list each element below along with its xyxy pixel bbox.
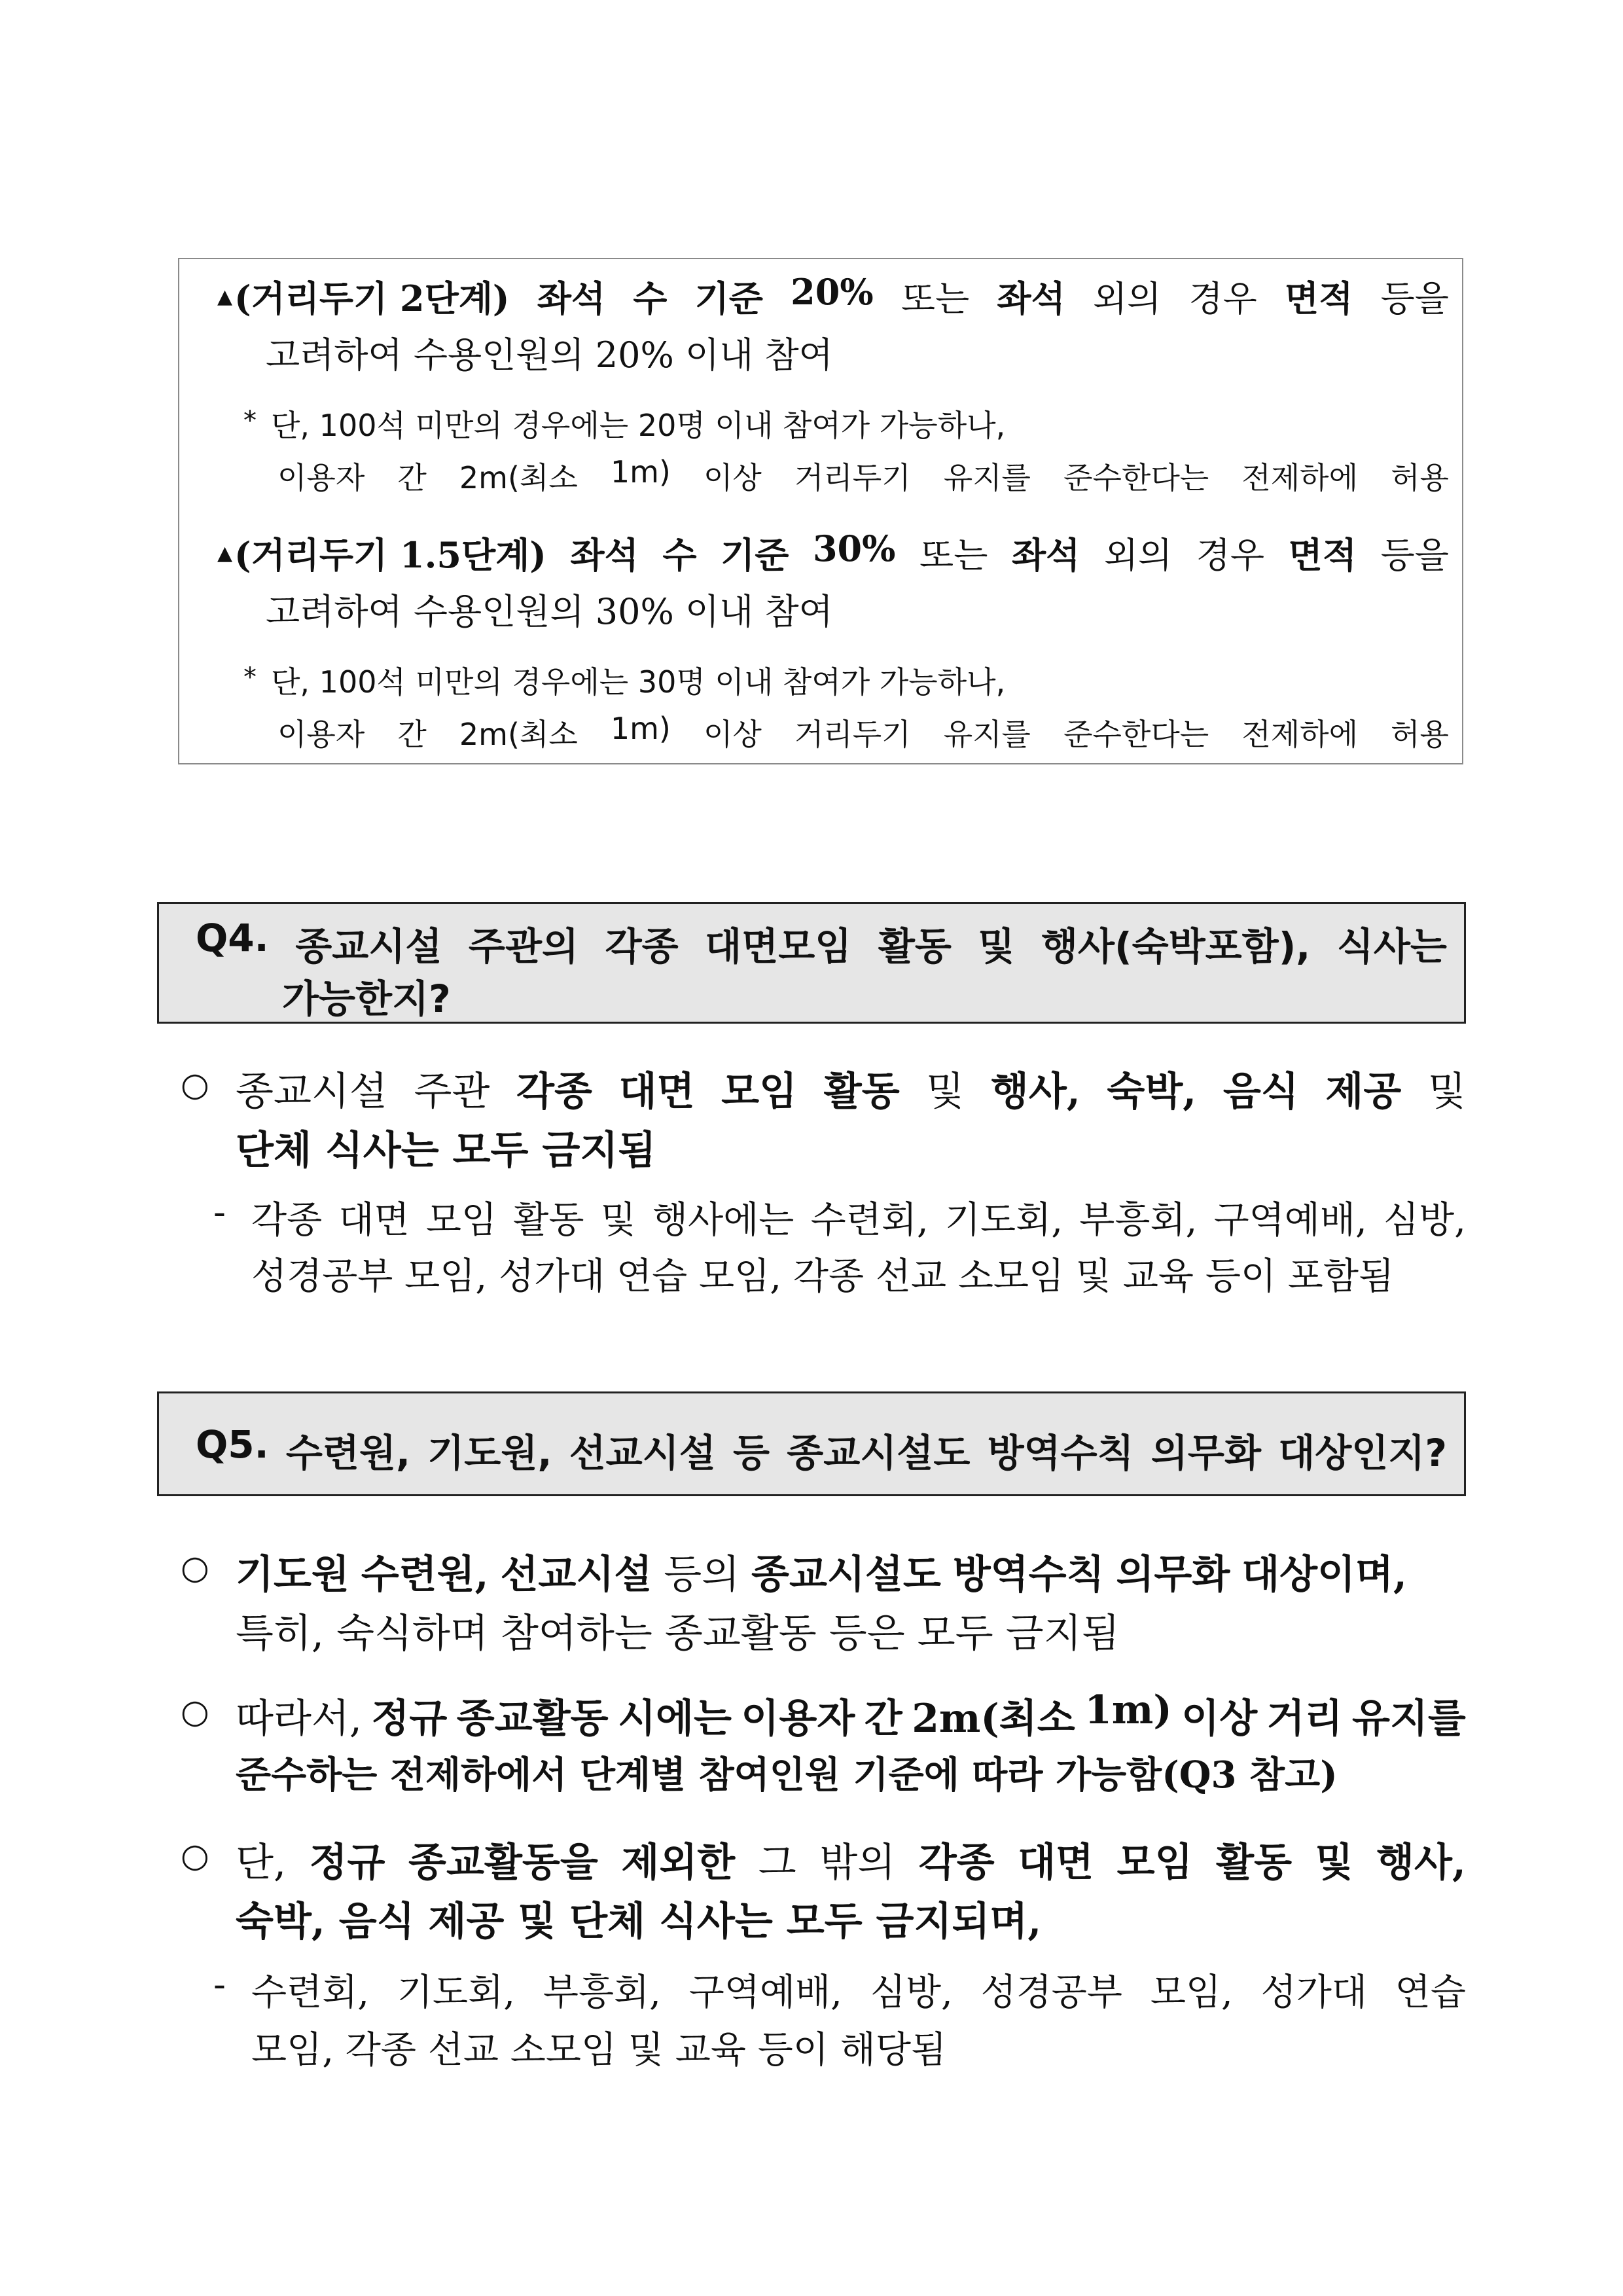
word: 수 (633, 278, 668, 319)
q5-sub-line2: 모임, 각종 선교 소모임 및 교육 등이 해당됨 (251, 2029, 947, 2072)
word: 및 (1315, 1840, 1353, 1886)
word: 모임 (721, 1069, 798, 1115)
word: 종교시설 (295, 924, 442, 969)
word: 각종 (918, 1840, 995, 1886)
asterisk-mark: * (243, 406, 257, 436)
word: 의무화 (1150, 1431, 1261, 1475)
word: 등 (732, 1431, 770, 1475)
circle-bullet-icon: ○ (181, 1693, 209, 1731)
word: 구역예배, (688, 1971, 842, 2014)
word: 유지를 (1352, 1696, 1466, 1742)
word: 심방, (1383, 1199, 1466, 1242)
word: 숙박, (1107, 1069, 1197, 1115)
word: 선교시설 (569, 1431, 716, 1475)
word: 부흥회, (543, 1971, 661, 2014)
word: 및 (926, 1069, 965, 1115)
stage-2-note-line2 (277, 454, 1449, 497)
word: 20% (791, 271, 874, 313)
word: 간 (397, 717, 427, 752)
word: (거리두기 2단계) (234, 278, 510, 319)
word: 대상이며, (1241, 1552, 1407, 1598)
word: (거리두기 1.5단계) (234, 534, 546, 576)
q5-answer3-line2: 숙박, 음식 제공 및 단체 식사는 모두 금지되며, (236, 1899, 1042, 1945)
dash-mark: - (213, 1191, 226, 1234)
q4-answer-line2: 단체 식사는 모두 금지됨 (236, 1128, 656, 1174)
word: 각종 (605, 924, 679, 969)
word: 이용자 (741, 1696, 855, 1742)
word: 2m(최소 (459, 460, 578, 495)
word: 선교시설 (500, 1552, 652, 1598)
word: 등을 (1380, 535, 1449, 576)
stage-2-line1 (234, 271, 1449, 321)
stage-1-5-note-line1: 단, 100석 미만의 경우에는 30명 이내 참여가 가능하나, (271, 664, 1006, 700)
word: 1m) (1084, 1687, 1172, 1733)
word: 부흥회, (1079, 1199, 1198, 1242)
word: 및 (1427, 1069, 1466, 1115)
stage-2-note-line1: 단, 100석 미만의 경우에는 20명 이내 참여가 가능하나, (271, 408, 1006, 443)
q4-line1 (196, 916, 1447, 971)
word: 기도원, (427, 1431, 552, 1475)
word: 및 (600, 1199, 636, 1242)
stage-1-5-line1 (234, 528, 1449, 578)
distancing-stage-box (178, 258, 1463, 764)
word: 대면 (338, 1199, 410, 1242)
word: 활동 (1216, 1840, 1293, 1886)
word: 방역수칙 (987, 1431, 1134, 1475)
word: 등을 (1380, 278, 1449, 319)
q4-question-box (157, 902, 1466, 1024)
word: 또는 (919, 535, 988, 576)
word: 시에는 (618, 1696, 732, 1742)
word: 수련원, (285, 1431, 411, 1475)
word: 수 (662, 534, 697, 576)
word: 이용자 (277, 460, 365, 495)
word: 수련원, (361, 1552, 489, 1598)
word: 거리두기 (794, 460, 911, 495)
stage-1-5-line2: 고려하여 수용인원의 30% 이내 참여 (266, 591, 833, 632)
asterisk-mark: * (243, 662, 257, 692)
word: 좌석 (997, 278, 1065, 319)
triangle-bullet-icon: ▲ (217, 285, 233, 308)
word: 수련회, (251, 1971, 370, 2014)
word: 행사(숙박포함), (1041, 924, 1311, 969)
word: 기준 (721, 534, 789, 576)
word: 거리 (1266, 1696, 1343, 1742)
word: 준수한다는 (1063, 717, 1209, 752)
word: 활동 (823, 1069, 900, 1115)
word: 외의 (1103, 535, 1173, 576)
word: 단, (236, 1840, 287, 1886)
word: 면적 (1285, 278, 1353, 319)
triangle-bullet-icon: ▲ (217, 542, 233, 565)
word: 행사, (990, 1069, 1080, 1115)
word: Q5. (196, 1422, 269, 1467)
q5-answer2-line2: 준수하는 전제하에서 단계별 참여인원 기준에 따라 가능함(Q3 참고) (236, 1753, 1338, 1797)
word: 종교시설도 (787, 1431, 971, 1475)
word: 대면 (1018, 1840, 1094, 1886)
word: 행사, (1376, 1840, 1466, 1886)
word: 등의 (664, 1552, 740, 1598)
word: 좌석 (1011, 534, 1080, 576)
word: 수련회, (810, 1199, 929, 1242)
word: 1m) (610, 711, 671, 746)
word: 기준 (694, 278, 763, 319)
word: 이용자 (277, 717, 365, 752)
word: 모임 (425, 1199, 497, 1242)
word: 대면모임 (705, 924, 852, 969)
word: 경우 (1188, 278, 1257, 319)
stage-1-5-note-line2 (277, 711, 1449, 754)
word: 종교시설 (236, 1069, 387, 1115)
word: 또는 (901, 278, 970, 319)
word: 모임 (1116, 1840, 1193, 1886)
word: 외의 (1092, 278, 1162, 319)
word: 좌석 (537, 278, 606, 319)
word: 제외한 (621, 1840, 736, 1886)
word: 2m(최소 (459, 717, 578, 752)
word: 이상 (1181, 1696, 1258, 1742)
q5-answer2-line1 (236, 1687, 1466, 1744)
q5-question-box (157, 1391, 1466, 1496)
word: 연습 (1395, 1971, 1466, 2014)
q4-sub-line2: 성경공부 모임, 성가대 연습 모임, 각종 선교 소모임 및 교육 등이 포함됨 (251, 1255, 1395, 1298)
word: 활동 (513, 1199, 584, 1242)
word: 2m(최소 (912, 1696, 1075, 1742)
q4-answer-line1 (236, 1060, 1466, 1117)
word: 전제하에 (1241, 460, 1359, 495)
stage-2-line2: 고려하여 수용인원의 20% 이내 참여 (266, 334, 833, 376)
word: 구역예배, (1213, 1199, 1367, 1242)
word: 심방, (870, 1971, 953, 2014)
word: 대면 (618, 1069, 695, 1115)
word: 주관의 (468, 924, 579, 969)
word: 유지를 (943, 717, 1031, 752)
word: 경우 (1196, 535, 1265, 576)
word: 따라서, (236, 1696, 362, 1742)
word: 준수한다는 (1063, 460, 1209, 495)
word: 성경공부 (980, 1971, 1122, 2014)
word: 거리두기 (794, 717, 911, 752)
word: Q4. (196, 916, 269, 960)
word: 기도회, (944, 1199, 1063, 1242)
word: 성가대 (1260, 1971, 1367, 2014)
word: 종교활동 (456, 1696, 609, 1742)
q4-line2: 가능한지? (282, 977, 451, 1021)
word: 제공 (1325, 1069, 1402, 1115)
word: 기도원 (236, 1552, 349, 1598)
circle-bullet-icon: ○ (181, 1066, 209, 1103)
word: 모임, (1150, 1971, 1233, 2014)
word: 좌석 (570, 534, 639, 576)
word: 종교활동을 (408, 1840, 598, 1886)
word: 방역수칙 (952, 1552, 1105, 1598)
word: 의무화 (1116, 1552, 1230, 1598)
q5-answer1-line2: 특히, 숙식하며 참여하는 종교활동 등은 모두 금지됨 (236, 1611, 1120, 1657)
word: 기도회, (397, 1971, 516, 2014)
word: 종교시설도 (751, 1552, 941, 1598)
word: 이상 (703, 717, 762, 752)
word: 30% (812, 528, 896, 569)
word: 및 (978, 924, 1015, 969)
word: 정규 (371, 1696, 448, 1742)
word: 간 (864, 1696, 902, 1742)
q5-answer3-line1 (236, 1831, 1466, 1888)
word: 각종 (251, 1199, 323, 1242)
word: 면적 (1288, 534, 1357, 576)
word: 밖의 (819, 1840, 896, 1886)
circle-bullet-icon: ○ (181, 1837, 209, 1874)
word: 활동 (878, 924, 952, 969)
word: 허용 (1391, 460, 1449, 495)
q5-answer1-line1 (236, 1543, 1407, 1600)
word: 유지를 (943, 460, 1031, 495)
word: 주관 (414, 1069, 490, 1115)
word: 1m) (610, 454, 671, 490)
q4-sub-line1 (251, 1191, 1466, 1244)
word: 각종 (516, 1069, 592, 1115)
word: 그 (758, 1840, 796, 1886)
q5-line1 (196, 1422, 1447, 1477)
word: 이상 (703, 460, 762, 495)
word: 음식 (1222, 1069, 1299, 1115)
word: 허용 (1391, 717, 1449, 752)
word: 간 (397, 460, 427, 495)
word: 정규 (309, 1840, 385, 1886)
word: 식사는 (1336, 924, 1447, 969)
dash-mark: - (213, 1964, 226, 2006)
q5-sub-line1 (251, 1964, 1466, 2016)
word: 행사에는 (652, 1199, 794, 1242)
word: 전제하에 (1241, 717, 1359, 752)
circle-bullet-icon: ○ (181, 1549, 209, 1587)
word: 대상인지? (1278, 1431, 1447, 1475)
